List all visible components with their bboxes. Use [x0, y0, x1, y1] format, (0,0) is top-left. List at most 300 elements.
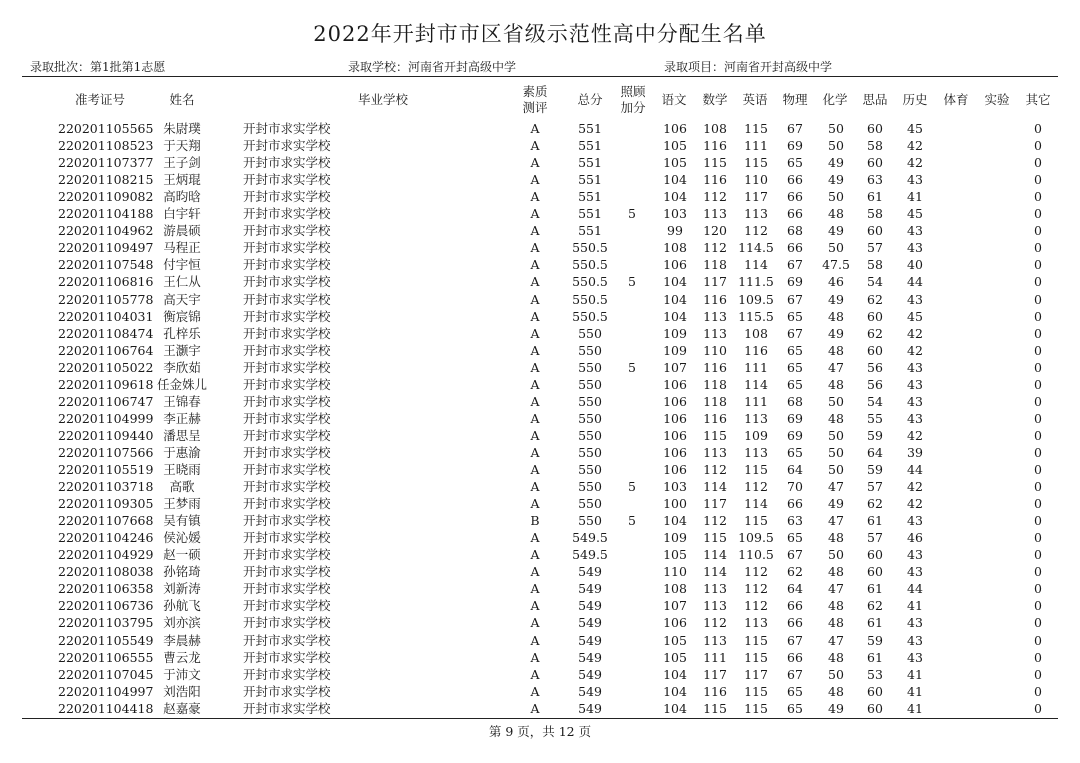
cell-chinese: 108 [663, 581, 687, 597]
cell-student-name: 马程正 [163, 240, 201, 256]
cell-quality-grade: A [530, 666, 540, 682]
cell-math: 116 [703, 138, 727, 154]
cell-exam-id: 220201104929 [58, 547, 154, 563]
cell-total-score: 549 [578, 700, 602, 716]
cell-physics: 65 [787, 376, 803, 392]
cell-other: 0 [1034, 530, 1042, 546]
cell-other: 0 [1034, 155, 1042, 171]
admission-project: 录取项目：河南省开封高级中学 [664, 60, 833, 74]
cell-quality-grade: A [530, 155, 540, 171]
cell-physics: 64 [787, 581, 803, 597]
cell-exam-id: 220201107668 [58, 513, 154, 529]
cell-grad-school: 开封市求实学校 [243, 632, 331, 648]
cell-exam-id: 220201109305 [58, 496, 154, 512]
cell-student-name: 付宇恒 [163, 257, 201, 273]
cell-history: 45 [907, 121, 923, 136]
cell-total-score: 551 [578, 206, 602, 222]
cell-history: 41 [907, 189, 923, 205]
cell-other: 0 [1034, 308, 1042, 324]
cell-other: 0 [1034, 121, 1042, 136]
cell-other: 0 [1034, 581, 1042, 597]
table-row [0, 649, 1080, 666]
cell-math: 113 [703, 206, 727, 222]
cell-chemistry: 48 [828, 530, 844, 546]
table-row [0, 614, 1080, 631]
cell-english: 109 [744, 427, 768, 443]
header-pe: 体育 [943, 92, 969, 107]
table-row [0, 376, 1080, 393]
cell-chemistry: 47 [828, 632, 844, 648]
cell-math: 116 [703, 683, 727, 699]
cell-quality-grade: A [530, 274, 540, 290]
cell-total-score: 549 [578, 666, 602, 682]
cell-total-score: 550 [578, 444, 602, 460]
cell-math: 117 [703, 666, 727, 682]
cell-politics: 58 [867, 206, 883, 222]
cell-chinese: 106 [663, 376, 687, 392]
cell-history: 42 [907, 155, 923, 171]
cell-exam-id: 220201109618 [58, 376, 154, 392]
cell-english: 112 [744, 598, 768, 614]
cell-chemistry: 49 [828, 223, 844, 239]
table-row [0, 291, 1080, 308]
cell-chinese: 109 [663, 530, 687, 546]
cell-math: 112 [703, 615, 727, 631]
cell-history: 43 [907, 291, 923, 307]
table-row [0, 495, 1080, 512]
cell-other: 0 [1034, 291, 1042, 307]
cell-chinese: 104 [663, 172, 687, 188]
cell-history: 43 [907, 393, 923, 409]
cell-math: 114 [703, 547, 727, 563]
cell-english: 116 [744, 342, 768, 358]
cell-exam-id: 220201104999 [58, 410, 154, 426]
cell-grad-school: 开封市求实学校 [243, 257, 331, 273]
cell-history: 40 [907, 257, 923, 273]
cell-exam-id: 220201104418 [58, 700, 154, 716]
cell-history: 43 [907, 240, 923, 256]
cell-politics: 60 [867, 342, 883, 358]
cell-other: 0 [1034, 206, 1042, 222]
cell-quality-grade: A [530, 683, 540, 699]
cell-chinese: 105 [663, 547, 687, 563]
cell-history: 43 [907, 223, 923, 239]
cell-grad-school: 开封市求实学校 [243, 666, 331, 682]
cell-politics: 58 [867, 138, 883, 154]
cell-quality-grade: A [530, 121, 540, 136]
cell-total-score: 551 [578, 223, 602, 239]
cell-history: 44 [907, 274, 923, 290]
cell-physics: 65 [787, 359, 803, 375]
table-row [0, 529, 1080, 546]
cell-english: 117 [744, 666, 768, 682]
cell-quality-grade: A [530, 649, 540, 665]
cell-other: 0 [1034, 138, 1042, 154]
cell-other: 0 [1034, 223, 1042, 239]
table-row [0, 666, 1080, 683]
cell-history: 42 [907, 479, 923, 495]
cell-english: 117 [744, 189, 768, 205]
table-row [0, 222, 1080, 239]
cell-chemistry: 47 [828, 581, 844, 597]
cell-exam-id: 220201108474 [58, 325, 154, 341]
cell-physics: 66 [787, 615, 803, 631]
header-quality-line2: 测评 [522, 100, 548, 115]
cell-student-name: 李欣茹 [163, 359, 201, 375]
cell-quality-grade: A [530, 598, 540, 614]
table-row [0, 325, 1080, 342]
cell-grad-school: 开封市求实学校 [243, 223, 331, 239]
cell-politics: 58 [867, 257, 883, 273]
cell-chinese: 104 [663, 666, 687, 682]
cell-history: 43 [907, 376, 923, 392]
cell-history: 43 [907, 632, 923, 648]
cell-math: 120 [703, 223, 727, 239]
cell-exam-id: 220201103795 [58, 615, 154, 631]
cell-quality-grade: A [530, 342, 540, 358]
cell-grad-school: 开封市求实学校 [243, 700, 331, 716]
cell-quality-grade: A [530, 581, 540, 597]
cell-exam-id: 220201104997 [58, 683, 154, 699]
cell-exam-id: 220201106358 [58, 581, 154, 597]
cell-grad-school: 开封市求实学校 [243, 121, 331, 136]
table-row [0, 188, 1080, 205]
cell-chinese: 105 [663, 632, 687, 648]
cell-quality-grade: A [530, 462, 540, 477]
cell-chemistry: 50 [828, 121, 844, 136]
cell-exam-id: 220201105519 [58, 462, 154, 477]
cell-chinese: 105 [663, 155, 687, 171]
cell-physics: 67 [787, 325, 803, 341]
cell-quality-grade: A [530, 410, 540, 426]
cell-total-score: 550.5 [572, 291, 608, 307]
cell-chemistry: 49 [828, 496, 844, 512]
cell-grad-school: 开封市求实学校 [243, 308, 331, 324]
header-bonus [618, 84, 648, 116]
table-row [0, 597, 1080, 614]
cell-english: 114 [744, 376, 768, 392]
cell-politics: 57 [867, 240, 883, 256]
cell-physics: 67 [787, 632, 803, 648]
cell-grad-school: 开封市求实学校 [243, 155, 331, 171]
cell-other: 0 [1034, 274, 1042, 290]
cell-physics: 66 [787, 189, 803, 205]
cell-grad-school: 开封市求实学校 [243, 189, 331, 205]
cell-other: 0 [1034, 393, 1042, 409]
cell-math: 116 [703, 291, 727, 307]
cell-grad-school: 开封市求实学校 [243, 342, 331, 358]
cell-student-name: 李晨赫 [163, 632, 201, 648]
cell-quality-grade: A [530, 444, 540, 460]
cell-chinese: 106 [663, 393, 687, 409]
cell-chemistry: 48 [828, 683, 844, 699]
cell-exam-id: 220201107566 [58, 444, 154, 460]
header-other: 其它 [1025, 92, 1051, 107]
table-row [0, 256, 1080, 273]
cell-chinese: 105 [663, 649, 687, 665]
cell-math: 115 [703, 155, 727, 171]
cell-math: 113 [703, 632, 727, 648]
cell-exam-id: 220201104188 [58, 206, 154, 222]
cell-student-name: 于惠渝 [163, 444, 201, 460]
cell-math: 118 [703, 393, 727, 409]
cell-other: 0 [1034, 240, 1042, 256]
cell-math: 113 [703, 325, 727, 341]
cell-other: 0 [1034, 172, 1042, 188]
cell-politics: 62 [867, 291, 883, 307]
cell-physics: 66 [787, 240, 803, 256]
cell-other: 0 [1034, 189, 1042, 205]
cell-quality-grade: A [530, 496, 540, 512]
cell-total-score: 551 [578, 138, 602, 154]
cell-physics: 68 [787, 393, 803, 409]
header-bonus-line2: 加分 [620, 100, 646, 115]
cell-grad-school: 开封市求实学校 [243, 547, 331, 563]
cell-grad-school: 开封市求实学校 [243, 138, 331, 154]
cell-quality-grade: A [530, 700, 540, 716]
cell-exam-id: 220201104246 [58, 530, 154, 546]
cell-student-name: 孙航飞 [163, 598, 201, 614]
cell-exam-id: 220201109497 [58, 240, 154, 256]
cell-other: 0 [1034, 649, 1042, 665]
cell-math: 113 [703, 308, 727, 324]
cell-politics: 60 [867, 547, 883, 563]
cell-total-score: 550 [578, 427, 602, 443]
cell-grad-school: 开封市求实学校 [243, 274, 331, 290]
cell-exam-id: 220201105778 [58, 291, 154, 307]
header-id: 准考证号 [74, 92, 125, 107]
cell-english: 108 [744, 325, 768, 341]
cell-exam-id: 220201106736 [58, 598, 154, 614]
cell-english: 113 [744, 410, 768, 426]
cell-grad-school: 开封市求实学校 [243, 598, 331, 614]
header-bonus-line1: 照顾 [620, 84, 646, 99]
cell-politics: 61 [867, 189, 883, 205]
cell-english: 115 [744, 700, 768, 716]
cell-math: 112 [703, 513, 727, 529]
cell-grad-school: 开封市求实学校 [243, 462, 331, 477]
cell-history: 41 [907, 700, 923, 716]
cell-other: 0 [1034, 359, 1042, 375]
cell-chemistry: 48 [828, 649, 844, 665]
cell-english: 111 [744, 138, 768, 154]
cell-other: 0 [1034, 683, 1042, 699]
header-grad-school: 毕业学校 [357, 92, 408, 107]
cell-quality-grade: A [530, 547, 540, 563]
cell-student-name: 潘思呈 [163, 427, 201, 443]
cell-physics: 67 [787, 666, 803, 682]
cell-total-score: 550.5 [572, 308, 608, 324]
cell-student-name: 李正赫 [163, 410, 201, 426]
table-row [0, 478, 1080, 495]
cell-student-name: 刘浩阳 [163, 683, 201, 699]
cell-politics: 61 [867, 513, 883, 529]
cell-grad-school: 开封市求实学校 [243, 393, 331, 409]
cell-chemistry: 47.5 [822, 257, 850, 273]
header-name: 姓名 [169, 92, 195, 107]
cell-math: 108 [703, 121, 727, 136]
cell-chemistry: 47 [828, 479, 844, 495]
cell-english: 109.5 [738, 291, 774, 307]
cell-math: 115 [703, 700, 727, 716]
cell-english: 115 [744, 155, 768, 171]
header-chemistry: 化学 [822, 92, 848, 107]
cell-quality-grade: A [530, 564, 540, 580]
table-row [0, 205, 1080, 222]
header-quality [520, 84, 550, 116]
table-row [0, 239, 1080, 256]
cell-exam-id: 220201104031 [58, 308, 154, 324]
cell-quality-grade: A [530, 206, 540, 222]
cell-total-score: 551 [578, 172, 602, 188]
cell-total-score: 549 [578, 615, 602, 631]
cell-student-name: 王炳琨 [163, 172, 201, 188]
cell-physics: 67 [787, 257, 803, 273]
cell-student-name: 于天翔 [163, 138, 201, 154]
cell-history: 43 [907, 615, 923, 631]
cell-quality-grade: A [530, 615, 540, 631]
cell-math: 115 [703, 427, 727, 443]
cell-other: 0 [1034, 632, 1042, 648]
table-row [0, 342, 1080, 359]
cell-quality-grade: A [530, 308, 540, 324]
cell-english: 110.5 [738, 547, 774, 563]
cell-history: 43 [907, 172, 923, 188]
cell-chinese: 104 [663, 189, 687, 205]
cell-student-name: 王灏宇 [163, 342, 201, 358]
cell-grad-school: 开封市求实学校 [243, 359, 331, 375]
cell-grad-school: 开封市求实学校 [243, 325, 331, 341]
header-lab: 实验 [984, 92, 1010, 107]
cell-history: 45 [907, 308, 923, 324]
cell-physics: 66 [787, 598, 803, 614]
cell-exam-id: 220201104962 [58, 223, 154, 239]
cell-history: 43 [907, 547, 923, 563]
cell-history: 43 [907, 649, 923, 665]
cell-bonus-points: 5 [628, 206, 636, 222]
cell-grad-school: 开封市求实学校 [243, 206, 331, 222]
cell-english: 115 [744, 632, 768, 648]
cell-english: 115 [744, 683, 768, 699]
cell-grad-school: 开封市求实学校 [243, 615, 331, 631]
cell-grad-school: 开封市求实学校 [243, 513, 331, 529]
cell-student-name: 朱尉璞 [163, 121, 201, 136]
cell-chemistry: 50 [828, 462, 844, 477]
cell-english: 113 [744, 615, 768, 631]
cell-student-name: 王梦雨 [163, 496, 201, 512]
header-top-rule [22, 76, 1058, 77]
cell-chemistry: 50 [828, 138, 844, 154]
header-chinese: 语文 [661, 92, 687, 107]
cell-politics: 60 [867, 155, 883, 171]
header-total: 总分 [577, 92, 603, 107]
cell-math: 116 [703, 359, 727, 375]
cell-physics: 62 [787, 564, 803, 580]
cell-other: 0 [1034, 325, 1042, 341]
cell-history: 41 [907, 683, 923, 699]
table-row [0, 273, 1080, 290]
cell-other: 0 [1034, 342, 1042, 358]
cell-history: 39 [907, 444, 923, 460]
cell-chinese: 104 [663, 700, 687, 716]
cell-politics: 59 [867, 427, 883, 443]
admission-batch: 录取批次：第1批第1志愿 [30, 60, 166, 74]
cell-physics: 67 [787, 547, 803, 563]
cell-total-score: 549 [578, 683, 602, 699]
cell-politics: 62 [867, 496, 883, 512]
cell-total-score: 550 [578, 359, 602, 375]
cell-student-name: 高昀晗 [163, 189, 201, 205]
cell-physics: 65 [787, 683, 803, 699]
cell-physics: 63 [787, 513, 803, 529]
cell-politics: 59 [867, 462, 883, 477]
cell-quality-grade: A [530, 223, 540, 239]
cell-exam-id: 220201106747 [58, 393, 154, 409]
cell-english: 109.5 [738, 530, 774, 546]
cell-math: 113 [703, 598, 727, 614]
footer-rule [22, 718, 1058, 719]
cell-bonus-points: 5 [628, 513, 636, 529]
cell-politics: 59 [867, 632, 883, 648]
table-row [0, 563, 1080, 580]
cell-english: 115 [744, 649, 768, 665]
cell-math: 111 [703, 649, 727, 665]
cell-total-score: 551 [578, 189, 602, 205]
table-row [0, 427, 1080, 444]
cell-chinese: 106 [663, 444, 687, 460]
cell-physics: 66 [787, 649, 803, 665]
cell-math: 114 [703, 564, 727, 580]
cell-english: 112 [744, 479, 768, 495]
table-row [0, 700, 1080, 717]
table-row [0, 154, 1080, 171]
cell-history: 41 [907, 598, 923, 614]
cell-chinese: 110 [663, 564, 687, 580]
cell-politics: 55 [867, 410, 883, 426]
cell-exam-id: 220201108523 [58, 138, 154, 154]
cell-student-name: 高天宇 [163, 291, 201, 307]
cell-other: 0 [1034, 547, 1042, 563]
cell-quality-grade: A [530, 632, 540, 648]
cell-total-score: 549.5 [572, 530, 608, 546]
cell-total-score: 551 [578, 155, 602, 171]
cell-total-score: 550 [578, 479, 602, 495]
cell-politics: 61 [867, 615, 883, 631]
cell-math: 117 [703, 496, 727, 512]
cell-student-name: 高歌 [169, 479, 195, 495]
cell-grad-school: 开封市求实学校 [243, 496, 331, 512]
cell-chinese: 103 [663, 479, 687, 495]
cell-chemistry: 48 [828, 615, 844, 631]
cell-other: 0 [1034, 376, 1042, 392]
cell-chemistry: 50 [828, 444, 844, 460]
cell-history: 43 [907, 564, 923, 580]
cell-politics: 60 [867, 683, 883, 699]
cell-chinese: 106 [663, 257, 687, 273]
cell-physics: 65 [787, 308, 803, 324]
cell-politics: 54 [867, 393, 883, 409]
cell-politics: 60 [867, 223, 883, 239]
cell-math: 110 [703, 342, 727, 358]
cell-quality-grade: A [530, 479, 540, 495]
table-row [0, 120, 1080, 137]
cell-history: 46 [907, 530, 923, 546]
cell-math: 113 [703, 581, 727, 597]
cell-other: 0 [1034, 496, 1042, 512]
cell-politics: 63 [867, 172, 883, 188]
cell-other: 0 [1034, 479, 1042, 495]
cell-student-name: 王仁从 [163, 274, 201, 290]
